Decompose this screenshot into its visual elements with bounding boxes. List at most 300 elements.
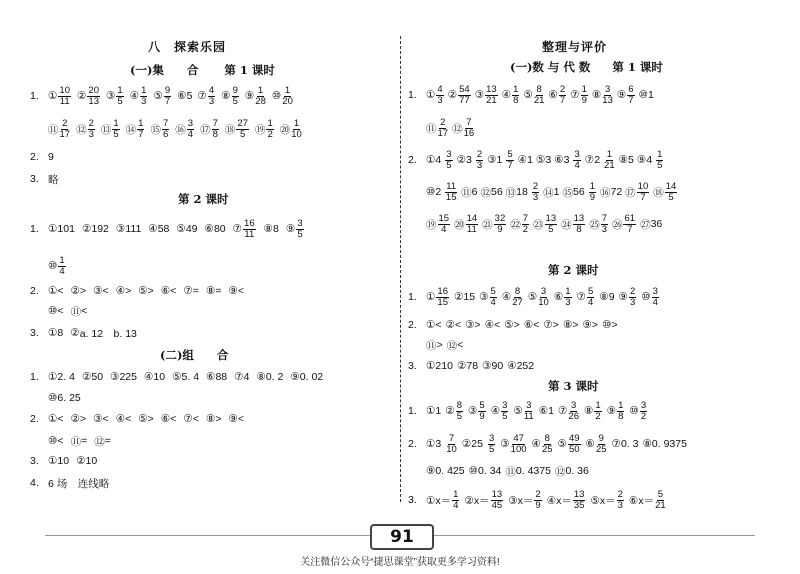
fraction <box>511 434 527 455</box>
answer-item <box>452 118 475 139</box>
answer-value: 略 <box>48 173 59 186</box>
answer-value: 1 <box>548 405 554 417</box>
fraction-denominator: 9 <box>589 191 595 203</box>
fraction <box>266 119 273 140</box>
fraction <box>501 401 508 422</box>
answer-value: 3 <box>545 154 552 166</box>
answer-row <box>30 215 312 243</box>
question-number: 4. <box>30 477 39 489</box>
answer-marker: ⑦ <box>197 90 207 102</box>
fraction-denominator: 2 <box>595 410 601 422</box>
fraction-denominator: 28 <box>255 95 266 107</box>
answer-value: 6 <box>471 186 478 198</box>
answer-value: 58 <box>157 223 170 235</box>
answer-value: 3 <box>465 154 472 166</box>
answer-value: < <box>192 413 199 425</box>
fraction-numerator: 3 <box>446 148 452 160</box>
answer-item <box>221 86 240 107</box>
answer-value: = <box>192 285 199 297</box>
question-number: 3. <box>30 455 39 467</box>
answer-item <box>558 434 582 455</box>
answer-item <box>464 490 504 511</box>
answer-marker: ⑫ <box>480 186 491 199</box>
answer-item <box>487 434 496 455</box>
answer-marker: ④ <box>148 223 158 235</box>
answer-marker: ⑧ <box>256 371 266 383</box>
answer-items <box>48 172 64 187</box>
fraction-numerator: 8 <box>514 285 521 297</box>
fraction-numerator: 4 <box>208 84 215 96</box>
fraction-denominator: 20 <box>282 95 293 107</box>
answer-marker: ⑦ <box>234 371 244 383</box>
answer-item <box>426 338 443 353</box>
fraction-numerator: 3 <box>488 432 495 444</box>
answer-value: > <box>215 413 222 425</box>
fraction <box>112 119 119 140</box>
answer-item <box>590 490 624 511</box>
answer-marker: ⑧ <box>591 89 602 101</box>
answer-item <box>543 319 559 331</box>
fraction-denominator: 9 <box>497 223 503 235</box>
fraction-numerator: 14 <box>466 212 478 224</box>
question-number: 1. <box>30 371 39 383</box>
answer-marker: ① <box>48 371 58 383</box>
answer-value: 18 <box>516 186 528 198</box>
answer-marker: ③ <box>106 90 116 102</box>
answer-item <box>482 360 503 372</box>
answer-value: > <box>611 319 618 331</box>
answer-marker: ⑥ <box>523 319 534 331</box>
answer-value: < <box>435 319 442 331</box>
answer-item <box>475 150 484 171</box>
answer-row <box>408 457 593 485</box>
answer-item <box>234 371 249 383</box>
answer-value: 50 <box>91 371 104 383</box>
fraction <box>60 119 71 140</box>
answer-value: < <box>170 413 177 425</box>
fraction <box>208 86 215 107</box>
answer-value: 6 场 连线略 <box>48 477 110 490</box>
answer-marker: ① <box>426 405 436 417</box>
answer-item <box>600 185 622 200</box>
right-lesson2-title: 第 2 课时 <box>548 263 599 277</box>
answer-marker: ⑨ <box>228 413 238 425</box>
fraction <box>596 434 607 455</box>
answer-item <box>547 490 587 511</box>
answer-value: 0. 425 <box>435 465 465 477</box>
answer-item <box>175 119 195 140</box>
answer-value: < <box>457 339 464 351</box>
fraction-denominator: 5 <box>117 95 123 107</box>
answer-marker: ⑦ <box>570 89 580 101</box>
answer-value: 10 <box>85 455 98 467</box>
fraction-denominator: 11 <box>59 95 70 107</box>
answer-item <box>48 413 64 425</box>
answer-marker: ⑥ <box>553 291 564 303</box>
answer-items <box>426 182 681 203</box>
answer-item <box>161 413 177 425</box>
answer-value: 1 <box>496 154 503 166</box>
answer-marker: ③ <box>487 154 497 166</box>
answer-marker: ⑧ <box>205 285 216 297</box>
answer-marker: ㉔ <box>561 218 572 231</box>
fraction-denominator: 13 <box>88 95 99 107</box>
fraction <box>445 182 457 203</box>
footer-note: 关注微信公众号“捷思课堂”获取更多学习资料! <box>300 557 500 568</box>
column-divider <box>400 36 401 502</box>
fraction-numerator: 5 <box>507 148 513 160</box>
answer-items <box>48 371 330 383</box>
fraction-numerator: 1 <box>581 83 587 95</box>
answer-value: 49 <box>185 223 198 235</box>
fraction-denominator: 8 <box>513 94 519 106</box>
fraction-denominator: 5 <box>240 128 246 140</box>
fraction-denominator: 6 <box>162 128 169 140</box>
answer-item <box>444 182 458 203</box>
answer-value: < <box>494 319 501 331</box>
answer-marker: ① <box>426 319 436 331</box>
answer-marker: ⑭ <box>543 186 554 199</box>
fraction-numerator: 2 <box>629 285 636 297</box>
answer-item <box>177 90 192 102</box>
answer-marker: ② <box>70 285 80 297</box>
answer-marker: ② <box>76 455 86 467</box>
answer-marker: ② <box>461 438 472 450</box>
answer-marker: ⑩ <box>638 89 649 101</box>
answer-marker: ㉑ <box>482 218 493 231</box>
answer-marker: ⑬ <box>100 123 112 136</box>
answer-marker: ⑥ <box>177 90 187 102</box>
answer-item <box>101 119 121 140</box>
answer-item <box>148 223 169 235</box>
answer-item <box>161 285 177 297</box>
answer-marker: ④ <box>517 154 528 166</box>
answer-item <box>48 392 81 404</box>
fraction-numerator: 3 <box>571 399 577 411</box>
fraction-numerator: 3 <box>652 285 658 297</box>
fraction <box>538 287 549 308</box>
answer-item <box>641 287 660 308</box>
fraction-numerator: 1 <box>513 83 519 95</box>
answer-marker: ⑥ <box>160 285 171 297</box>
answer-item <box>482 214 507 235</box>
answer-item <box>653 182 678 203</box>
fraction-denominator: 4 <box>187 128 194 140</box>
fraction-denominator: 4 <box>59 265 65 277</box>
fraction-numerator: 1 <box>284 84 291 96</box>
answer-item <box>555 464 589 479</box>
answer-items <box>48 285 251 297</box>
answer-value: > <box>147 285 154 297</box>
answer-item <box>264 223 279 235</box>
answer-item <box>554 287 573 308</box>
answer-item <box>444 150 453 171</box>
answer-item <box>655 150 664 171</box>
fraction-denominator: 7 <box>164 95 171 107</box>
answer-marker: ⑩ <box>271 90 282 102</box>
answer-value: 0. 9375 <box>651 438 687 450</box>
fraction-denominator: 25 <box>595 443 607 455</box>
fraction <box>587 287 594 308</box>
fraction <box>490 287 497 308</box>
answer-item <box>619 154 634 166</box>
answer-marker: ⑩ <box>48 392 58 404</box>
fraction <box>236 119 249 140</box>
answer-marker: ① <box>426 438 436 450</box>
fraction-denominator: 5 <box>502 410 508 422</box>
fraction-denominator: 3 <box>565 296 571 308</box>
answer-item <box>533 214 558 235</box>
fraction <box>296 219 303 240</box>
answer-value: 80 <box>213 223 226 235</box>
fraction-numerator: 9 <box>232 84 238 96</box>
fraction <box>458 85 471 106</box>
fraction-denominator: 45 <box>491 499 503 511</box>
fraction <box>512 287 523 308</box>
fraction-numerator: 9 <box>598 432 604 444</box>
answer-marker: ⑨ <box>244 90 255 102</box>
fraction-numerator: 3 <box>574 148 580 160</box>
answer-marker: ⑥ <box>554 154 564 166</box>
answer-item <box>176 223 197 235</box>
answer-item <box>229 285 245 297</box>
fraction-denominator: 4 <box>453 499 459 511</box>
answer-marker: ④ <box>484 319 495 331</box>
answer-item <box>508 490 542 511</box>
answer-row <box>408 430 691 458</box>
fraction <box>445 150 452 171</box>
answer-item <box>48 285 64 297</box>
fraction-denominator: 3 <box>532 191 539 203</box>
answer-item <box>130 86 149 107</box>
fraction-numerator: 1 <box>595 399 601 411</box>
answer-value: < <box>533 319 540 331</box>
fraction <box>589 182 596 203</box>
answer-value: 9 <box>48 151 54 163</box>
answer-marker: ③ <box>479 291 489 303</box>
answer-item <box>563 185 585 200</box>
fraction <box>438 118 449 139</box>
answer-item <box>510 214 530 235</box>
answer-item <box>528 287 550 308</box>
lesson-label: 第 1 课时 <box>612 60 663 74</box>
answer-item <box>77 86 101 107</box>
answer-marker: ⑩ <box>48 260 58 272</box>
answer-marker: ④ <box>531 438 541 450</box>
answer-value: < <box>102 285 109 297</box>
answer-item <box>588 182 597 203</box>
answer-marker: ⑫ <box>452 122 463 135</box>
answer-item <box>447 338 464 353</box>
fraction <box>581 85 588 106</box>
fraction-denominator: 21 <box>533 94 545 106</box>
answer-item <box>454 214 479 235</box>
answer-item <box>599 291 614 303</box>
fraction-denominator: 4 <box>574 159 580 171</box>
fraction-denominator: 10 <box>446 443 457 455</box>
answer-marker: ②x＝ <box>464 494 490 507</box>
fraction <box>524 401 534 422</box>
answer-marker: ② <box>445 405 455 417</box>
answer-marker: ⑧ <box>618 154 629 166</box>
left-lesson2-title: 第 2 课时 <box>178 192 229 206</box>
answer-value: 36 <box>650 218 663 230</box>
answer-value: 15 <box>463 291 476 303</box>
answer-marker: ② <box>445 319 455 331</box>
fraction-numerator: 7 <box>448 432 455 444</box>
answer-items <box>426 118 478 139</box>
fraction <box>629 287 636 308</box>
answer-marker: ⑪ <box>48 123 59 136</box>
answer-value: 5 <box>186 90 193 102</box>
question-number: 1. <box>408 89 417 101</box>
fraction-denominator: 26 <box>568 410 579 422</box>
answer-marker: ⑲ <box>254 123 266 136</box>
answer-item <box>586 434 608 455</box>
answer-items <box>426 287 664 308</box>
answer-value: 9 <box>608 291 615 303</box>
answer-item <box>619 287 638 308</box>
left-chapter-title: 八 探索乐园 <box>148 40 227 54</box>
fraction-denominator: 3 <box>601 223 607 235</box>
answer-row <box>408 146 667 174</box>
answer-items <box>426 464 593 479</box>
answer-item <box>93 413 109 425</box>
answer-marker: ③ <box>115 223 126 235</box>
answer-marker: ⑨ <box>636 154 647 166</box>
answer-row <box>408 283 664 311</box>
answer-marker: ⑳ <box>279 123 291 136</box>
answer-item <box>82 223 109 235</box>
fraction-denominator: 10 <box>291 128 302 140</box>
answer-marker: ①x＝ <box>426 494 452 507</box>
answer-item <box>150 119 170 140</box>
answer-item <box>612 214 637 235</box>
fraction-numerator: 1 <box>267 117 273 129</box>
answer-marker: ① <box>48 285 58 297</box>
answer-item <box>426 490 460 511</box>
answer-row <box>408 81 657 109</box>
answer-marker: ④ <box>115 413 126 425</box>
answer-item <box>48 476 109 491</box>
answer-item <box>116 285 132 297</box>
answer-item <box>469 465 502 477</box>
fraction <box>573 214 586 235</box>
answer-value: 3 <box>563 154 570 166</box>
fraction-denominator: 4 <box>652 296 658 308</box>
answer-value: 90 <box>491 360 504 372</box>
fraction-denominator: 17 <box>59 128 71 140</box>
answer-value: 101 <box>57 223 75 235</box>
fraction <box>87 86 100 107</box>
answer-item <box>625 182 650 203</box>
fraction <box>58 256 65 277</box>
answer-item <box>197 86 216 107</box>
answer-value: a. 12 b. 13 <box>79 327 137 340</box>
answer-marker: ⑤ <box>527 291 538 303</box>
answer-marker: ④ <box>144 371 154 383</box>
fraction <box>522 214 529 235</box>
answer-marker: ⑤ <box>138 413 148 425</box>
fraction <box>456 401 463 422</box>
fraction-numerator: 8 <box>456 399 462 411</box>
answer-item <box>637 154 652 166</box>
fraction-denominator: 5 <box>297 228 303 240</box>
answer-item <box>76 455 97 467</box>
answer-item <box>487 154 502 166</box>
fraction <box>534 490 541 511</box>
answer-marker: ⑤ <box>172 371 182 383</box>
answer-item <box>585 154 600 166</box>
answer-items <box>48 413 251 425</box>
answer-value: 2 <box>594 154 601 166</box>
answer-marker: ③ <box>500 438 510 450</box>
answer-item <box>543 185 559 200</box>
fraction-denominator: 21 <box>655 499 666 511</box>
fraction-denominator: 5 <box>548 223 554 235</box>
fraction-numerator: 27 <box>237 117 248 129</box>
answer-item <box>475 85 499 106</box>
fraction-denominator: 7 <box>138 128 144 140</box>
answer-value: 8 <box>273 223 279 235</box>
answer-item <box>245 86 267 107</box>
fraction-numerator: 15 <box>438 212 450 224</box>
answer-item <box>554 154 569 166</box>
answer-marker: ⑩ <box>468 465 479 477</box>
answer-value: 210 <box>435 360 453 372</box>
answer-item <box>539 405 554 417</box>
answer-item <box>502 85 521 106</box>
answer-value: > <box>125 285 132 297</box>
fraction <box>243 219 256 240</box>
fraction-denominator: 16 <box>463 127 475 139</box>
answer-marker: ② <box>70 327 80 339</box>
answer-value: 0. 3 <box>620 438 639 450</box>
answer-marker: ② <box>81 371 92 383</box>
fraction-numerator: 13 <box>486 83 497 95</box>
fraction-denominator: 8 <box>576 223 582 235</box>
answer-item <box>144 371 165 383</box>
fraction-denominator: 50 <box>568 443 580 455</box>
answer-item <box>153 86 172 107</box>
fraction-numerator: 6 <box>628 83 634 95</box>
answer-marker: ⑱ <box>224 123 236 136</box>
fraction-numerator: 1 <box>606 148 612 160</box>
answer-marker: ⑩ <box>641 291 651 303</box>
answer-marker: ⑥ <box>538 405 549 417</box>
question-number: 2. <box>30 413 39 425</box>
answer-items <box>48 86 299 107</box>
fraction-numerator: 1 <box>293 117 300 129</box>
answer-item <box>48 172 59 187</box>
answer-marker: ⑨ <box>290 371 300 383</box>
answer-value: < <box>57 435 64 447</box>
fraction-denominator: 5 <box>456 410 462 422</box>
fraction-denominator: 100 <box>510 443 527 455</box>
fraction <box>140 86 147 107</box>
answer-marker: ⑫ <box>94 435 105 448</box>
answer-item <box>589 214 609 235</box>
answer-value: > <box>513 319 520 331</box>
answer-item <box>48 151 54 163</box>
answer-marker: ④x＝ <box>546 494 572 507</box>
answer-value: 56 <box>490 186 503 198</box>
answer-marker: ⑯ <box>175 123 186 136</box>
fraction-denominator: 9 <box>581 94 587 106</box>
fraction <box>568 401 579 422</box>
left-section-title <box>130 62 275 78</box>
fraction-numerator: 2 <box>88 117 94 129</box>
